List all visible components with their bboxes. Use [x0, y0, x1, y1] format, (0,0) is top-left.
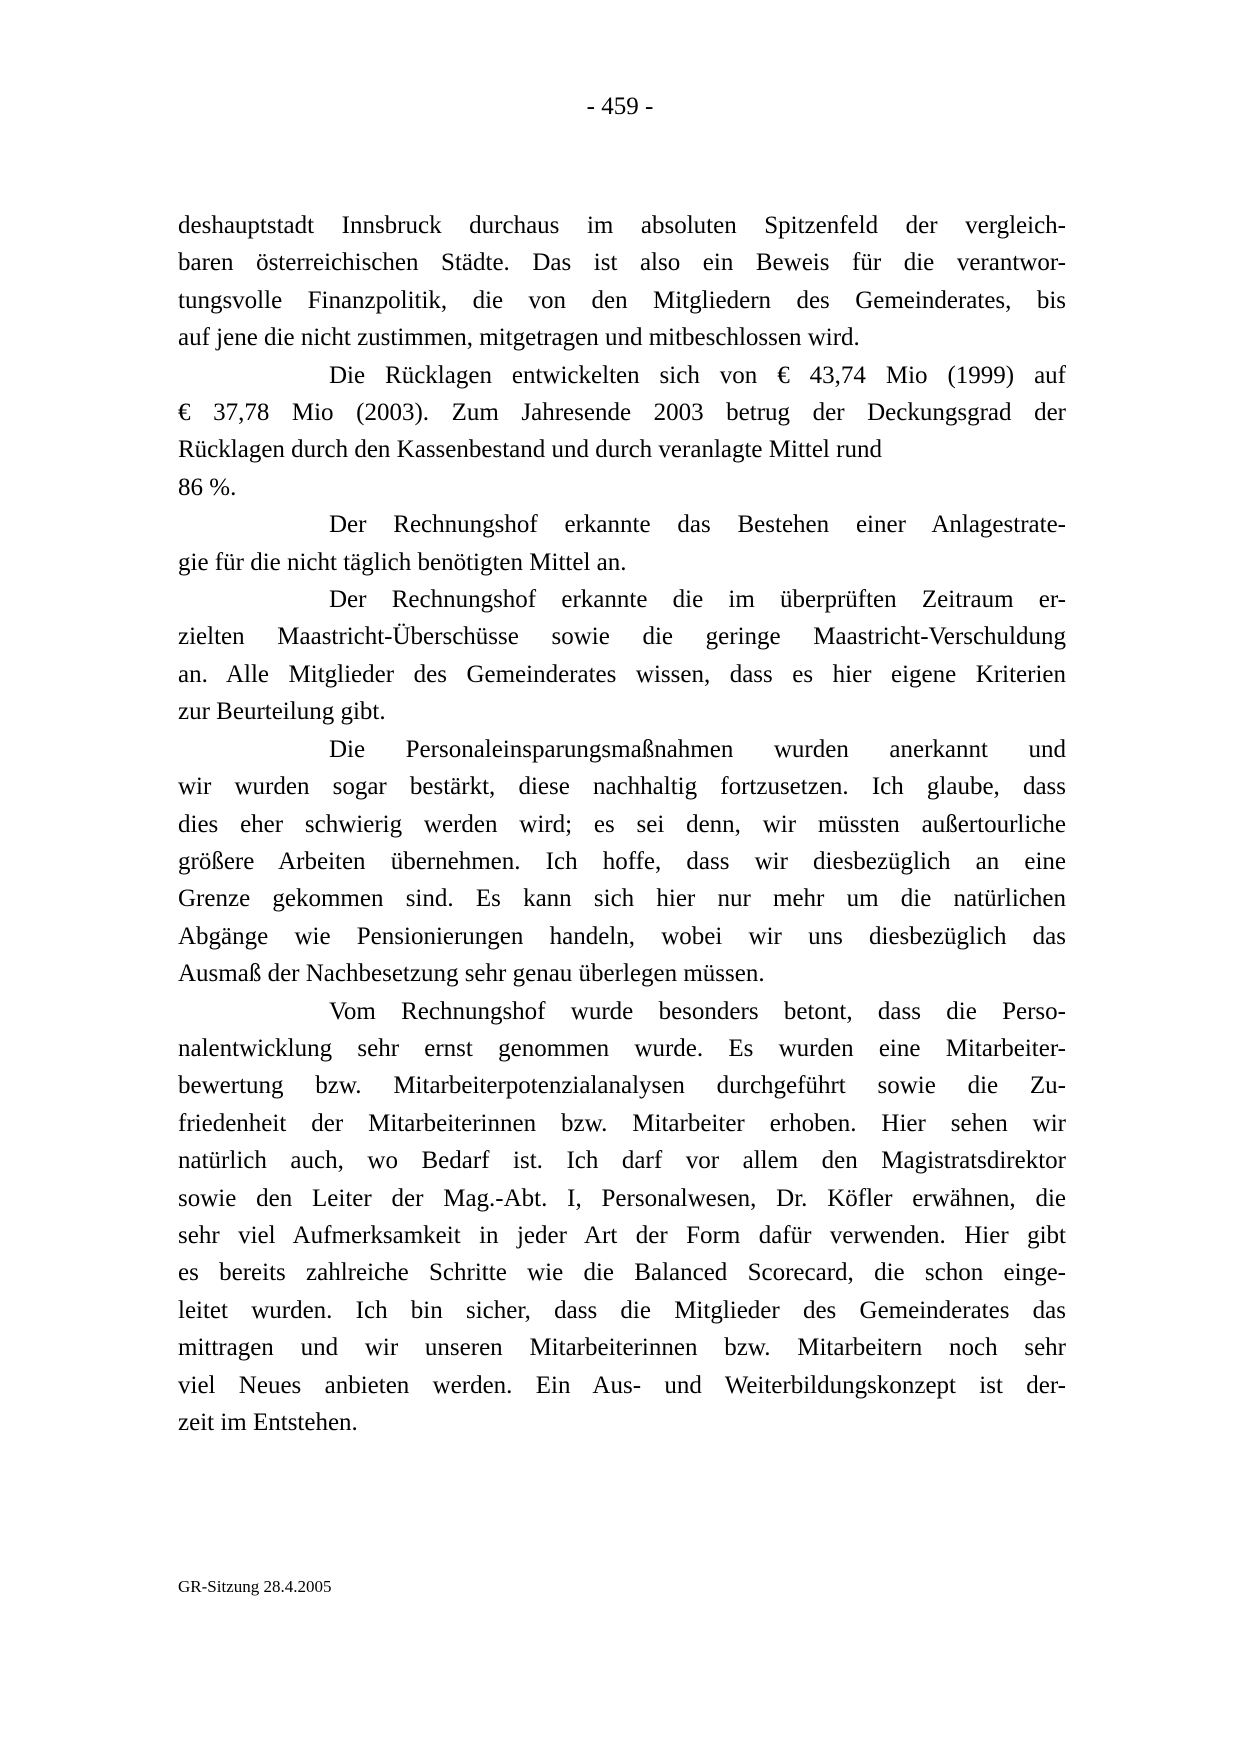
text-line: viel Neues anbieten werden. Ein Aus- und Weiterbildungskonzept ist der-: [178, 1371, 1066, 1399]
paragraph-5: [178, 731, 1066, 993]
paragraph-4: [178, 581, 1066, 731]
page-number: - 459 -: [586, 93, 654, 120]
text-line: friedenheit der Mitarbeiterinnen bzw. Mitarbeiter erhoben. Hier sehen wir: [178, 1109, 1066, 1137]
text-line: tungsvolle Finanzpolitik, die von den Mitgliedern des Gemeinderates, bis: [178, 286, 1066, 314]
text-line: zur Beurteilung gibt.: [178, 698, 386, 726]
text-line: Der Rechnungshof erkannte das Bestehen einer Anlagestrate-: [329, 511, 1066, 539]
text-line: zeit im Entstehen.: [178, 1409, 358, 1436]
text-line: sehr viel Aufmerksamkeit in jeder Art der Form dafür verwenden. Hier gibt: [178, 1221, 1066, 1249]
text-line: leitet wurden. Ich bin sicher, dass die Mitglieder des Gemeinderates das: [178, 1296, 1066, 1324]
paragraph-3: [178, 506, 1066, 581]
text-line: Die Personaleinsparungsmaßnahmen wurden anerkannt und: [329, 735, 1066, 763]
body-text: [178, 207, 1066, 1441]
text-line: an. Alle Mitglieder des Gemeinderates wissen, dass es hier eigene Kriterien: [178, 660, 1066, 688]
text-line: Vom Rechnungshof wurde besonders betont, dass die Perso-: [329, 997, 1066, 1025]
paragraph-1: [178, 207, 1066, 357]
paragraph-2: [178, 357, 1066, 507]
text-line: nalentwicklung sehr ernst genommen wurde. Es wurden eine Mitarbeiter-: [178, 1034, 1066, 1062]
text-line: Grenze gekommen sind. Es kann sich hier nur mehr um die natürlichen: [178, 885, 1066, 913]
text-line: baren österreichischen Städte. Das ist also ein Beweis für die verantwor-: [178, 249, 1066, 277]
text-line: Abgänge wie Pensionierungen handeln, wobei wir uns diesbezüglich das: [178, 922, 1066, 950]
text-line: gie für die nicht täglich benötigten Mittel an.: [178, 548, 627, 576]
text-line: Ausmaß der Nachbesetzung sehr genau überlegen müssen.: [178, 960, 765, 988]
text-line: auf jene die nicht zustimmen, mitgetragen und mitbeschlossen wird.: [178, 324, 860, 352]
text-line: wir wurden sogar bestärkt, diese nachhaltig fortzusetzen. Ich glaube, dass: [178, 773, 1066, 801]
text-line: zielten Maastricht-Überschüsse sowie die geringe Maastricht-Verschuldung: [178, 623, 1066, 651]
text-line: deshauptstadt Innsbruck durchaus im absoluten Spitzenfeld der vergleich-: [178, 212, 1066, 239]
footer-session-date: GR-Sitzung 28.4.2005: [178, 1577, 332, 1596]
text-line: bewertung bzw. Mitarbeiterpotenzialanalysen durchgeführt sowie die Zu-: [178, 1072, 1066, 1100]
text-line: dies eher schwierig werden wird; es sei denn, wir müssten außertourliche: [178, 810, 1066, 838]
text-line: größere Arbeiten übernehmen. Ich hoffe, dass wir diesbezüglich an eine: [178, 847, 1066, 875]
text-line: € 37,78 Mio (2003). Zum Jahresende 2003 betrug der Deckungsgrad der: [178, 399, 1066, 427]
paragraph-6: [178, 993, 1066, 1442]
text-line: Rücklagen durch den Kassenbestand und durch veranlagte Mittel rund: [178, 436, 882, 464]
text-line: sowie den Leiter der Mag.-Abt. I, Personalwesen, Dr. Köfler erwähnen, die: [178, 1184, 1066, 1212]
text-line: Der Rechnungshof erkannte die im überprüften Zeitraum er-: [329, 586, 1066, 614]
text-line: es bereits zahlreiche Schritte wie die Balanced Scorecard, die schon einge-: [178, 1259, 1066, 1287]
text-line: Die Rücklagen entwickelten sich von € 43,74 Mio (1999) auf: [329, 361, 1066, 389]
text-line: natürlich auch, wo Bedarf ist. Ich darf vor allem den Magistratsdirektor: [178, 1147, 1066, 1175]
text-line: mittragen und wir unseren Mitarbeiterinnen bzw. Mitarbeitern noch sehr: [178, 1334, 1066, 1362]
text-line: 86 %.: [178, 473, 237, 501]
